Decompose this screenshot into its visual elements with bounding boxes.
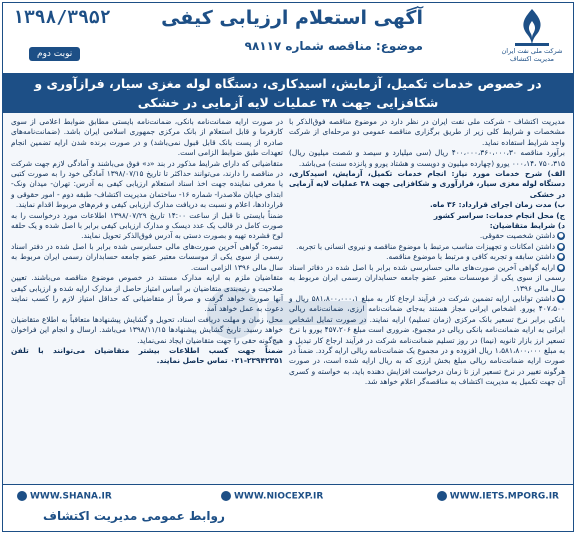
- ad-footer: [3, 484, 573, 531]
- schedule-paragraph: محل، زمان و مهلت دریافت اسناد، تحویل و گشایش پیشنهادها متعاقباً به اطلاع متقاضیان خواهد رسید. تاریخ گشایش پیشنهادها ۱۳۹۸/۱۱/۱۵ می‌باشد. ارسال و انجام این فراخوان هیچ‌گونه حقی را جهت متقاضیان ایجاد نمی‌نماید.: [11, 314, 283, 345]
- item-a: الف) شرح خدمات مورد نیاز: انجام خدمات تکمیل، آزمایش، اسیدکاری، دستگاه لوله مغزی سیار، فرازآوری و شکافزایی جهت ۳۸ عملیات لایه آزمایی در خشکی: [289, 169, 565, 199]
- condition-4: [289, 263, 565, 294]
- condition-2-text: داشتن امکانات و تجهیزات مناسب مرتبط با موضوع مناقصه و نیروی انسانی با تجربه.: [296, 241, 555, 251]
- condition-2: [289, 242, 565, 252]
- banner-line-1: در خصوص خدمات تکمیل، آزمایش، اسیدکاری، دستگاه لوله مغزی سیار، فرازآوری و: [34, 76, 542, 91]
- condition-3-text: داشتن سابقه و تجربه کافی و مرتبط با موضوع مناقصه.: [386, 252, 555, 262]
- niocexp-link[interactable]: [221, 491, 323, 502]
- application-paragraph: متقاضیانی که دارای شرایط مذکور در بند «د» فوق می‌باشند و آمادگی لازم جهت شرکت در مناقصه را دارند، می‌توانند حداکثر تا تاریخ ۱۳۹۸/۰۷/۱۵ آمادگی خود را به صورت کتبی یا معرفی نماینده جهت اخذ اسناد استعلام ارزیابی کیفی به آدرس: تهران- میدان ونک- ابتدای خیابان ملاصدرا- شماره ۱۶- ساختمان مدیریت اکتشاف- طبقه دوم - امور حقوقی و قراردادها، اعلام و نسبت به دریافت مدارک ارزیابی کیفی و فرم‌های مربوط اقدام نمایند.: [11, 158, 283, 210]
- logo-text-company: شرکت ملی نفت ایران: [501, 47, 563, 55]
- estimate-paragraph: برآورد مناقصه ۴۰۰،۰۰۰،۳۶۰،۰۰۰،۳۰ ریال (سی میلیارد و سیصد و شصت میلیون ریال) ۷۵۰،۳۱۵ ،۰۰۰،۱۴ یورو (چهارده میلیون و دویست و هشتاد یورو و پانزده سنت) می‌باشد.: [289, 148, 565, 168]
- condition-5: [289, 294, 565, 388]
- evaluation-paragraph: متقاضیان ملزم به ارایه مدارک مستند در خصوص موضوع مناقصه می‌باشند. تعیین صلاحیت و رتبه‌بندی متقاضیان بر اساس امتیاز حاصل از مدارک ارایه شده و ارزیابی کیفی آنها صورت خواهد گرفت و صرفاً از متقاضیانی که حداقل امتیاز لازم را کسب نمایند دعوت به عمل خواهد آمد.: [11, 273, 283, 314]
- condition-5-text: داشتن توانایی ارایه تضمین شرکت در فرآیند ارجاع کار به مبلغ ۵۸۱،۸۰۰،۰۰۰،۱ ریال و ۴۰۷،۵۰۰ یورو. اشخاص ایرانی مجاز هستند به‌جای ضمانت‌نامه ارزی، ضمانت‌نامه ریالی بانکی برابر نرخ تسعیر بانک مرکزی (زمان تسلیم) ارایه نمایند. در صورت تمایل اشخاص ایرانی به ارایه ضمانت‌نامه بانکی ریالی در مجموع، ضروری است مبلغ ۴۵۷،۲۰۶ یورو با نرخ تسعیر ارز بازار ثانویه (نیما) در روز تسلیم ضمانت‌نامه شرکت در فرآیند ارجاع کار تبدیل و به مبلغ ۱،۵۸۱،۸۰۰،۰۰۰ ریال افزوده و در مجموع یک ضمانت‌نامه ریالی ارایه گردد. ضمناً در صورت ارایه ضمانت‌نامه ریالی مبلغ بخش ارزی که به ریال ارایه شده است، در صورت هرگونه تغییر در نرخ تسعیر ارز تا زمان درخواست افزایش دهنده باید، به خواسته و کسری آن جهت تکمیل به مدیریت اکتشاف به مناقصه‌گر اعلام خواهد شد.: [289, 293, 565, 387]
- ad-number: ۱۳۹۸/۳۹۵۲: [13, 7, 111, 28]
- submission-paragraph: ضمناً بایستی تا قبل از ساعت ۱۴:۰۰ تاریخ ۱۳۹۸/۰۷/۲۹ اطلاعات مورد درخواست را به صورت کامل در قالب یک عدد دیسک و مدارک ارزیابی کیفی برابر با اصل شده و یک حلقه لوح فشرده تهیه و بصورت دستی به آدرس فوق‌الذکر تحویل نمایند.: [11, 210, 283, 241]
- logo-text-department: مدیریت اکتشاف: [510, 55, 554, 63]
- iets-url-text: WWW.IETS.MPORG.IR: [449, 491, 559, 502]
- intro-paragraph: مدیریت اکتشاف - شرکت ملی نفت ایران در نظر دارد در موضوع مناقصه فوق‌الذکر با مشخصات و شرایط کلی زیر از طریق برگزاری مناقصه عمومی دو مرحله‌ای از شرکت واجد شرایط استفاده نماید.: [289, 117, 565, 147]
- guarantee-paragraph: در صورت ارایه ضمانت‌نامه بانکی، ضمانت‌نامه بایستی مطابق ضوابط اعلامی از سوی کارفرما و قابل استعلام از بانک مرکزی جمهوری اسلامی ایران باشد. (ضمانت‌نامه‌های صادره از پست بانک قابل قبول نمی‌باشد) و در صورت برنده شدن ارایه تضمین انجام تعهدات طبق ضوابط الزامی است.: [11, 117, 283, 158]
- item-d: د) شرایط متقاضیان:: [489, 221, 565, 231]
- subject-banner: [3, 73, 573, 113]
- bullet-icon: ●: [558, 253, 564, 261]
- body-column-left: [11, 117, 283, 367]
- globe-icon: [17, 491, 27, 501]
- shana-link[interactable]: [17, 491, 112, 502]
- condition-1-text: داشتن شخصیت حقوقی.: [479, 231, 555, 241]
- website-links: [11, 491, 565, 505]
- note-paragraph: تبصره: گواهی آخرین صورت‌های مالی حسابرسی شده برابر با اصل شده در دفتر اسناد رسمی از سوی یکی از موسسات معتبر عضو جامعه حسابداران رسمی ایران مربوط به سال مالی ۱۳۹۶ الزامی است.: [11, 241, 283, 272]
- nioc-logo: [497, 7, 567, 69]
- ad-title: آگهی استعلام ارزیابی کیفی: [161, 7, 423, 29]
- nioc-flame-icon: [509, 7, 555, 47]
- globe-icon: [437, 491, 447, 501]
- condition-4-text: ارایه گواهی آخرین صورت‌های مالی حسابرسی شده برابر با اصل شده در دفاتر اسناد رسمی از سوی یکی از موسسات معتبر عضو جامعه حسابداران رسمی ایران مربوط به سال مالی ۱۳۹۶.: [289, 262, 565, 293]
- stage-badge: نوبت دوم: [29, 47, 80, 61]
- tender-subject: موضوع: مناقصه شماره ۹۸۱۱۷: [244, 39, 423, 53]
- condition-3: [289, 252, 565, 262]
- bullet-icon: ●: [558, 294, 564, 302]
- shana-url-text: WWW.SHANA.IR: [30, 491, 112, 502]
- bullet-icon: ●: [558, 263, 564, 271]
- item-b: ب) مدت زمان اجرای قرارداد: ۳۶ ماه.: [429, 200, 565, 210]
- tender-advertisement: [2, 2, 574, 532]
- item-c: ج) محل انجام خدمات: سراسر کشور: [433, 210, 565, 220]
- bullet-icon: ●: [558, 242, 564, 250]
- pr-department: روابط عمومی مدیریت اکتشاف: [43, 509, 225, 523]
- ad-header: [3, 3, 573, 73]
- condition-1: [289, 231, 565, 241]
- bullet-icon: ●: [558, 232, 564, 240]
- globe-icon: [221, 491, 231, 501]
- contact-paragraph: ضمناً جهت کسب اطلاعات بیشتر متقاضیان می‌توانند با تلفن ۲۳۹۴۲۳۵۱-۰۲۱ تماس حاصل نمایند.: [11, 345, 283, 366]
- banner-line-2: شکافزایی جهت ۳۸ عملیات لایه آزمایی در خشکی: [137, 95, 439, 110]
- body-column-right: [289, 117, 565, 388]
- niocexp-url-text: WWW.NIOCEXP.IR: [234, 491, 324, 502]
- iets-link[interactable]: [437, 491, 559, 502]
